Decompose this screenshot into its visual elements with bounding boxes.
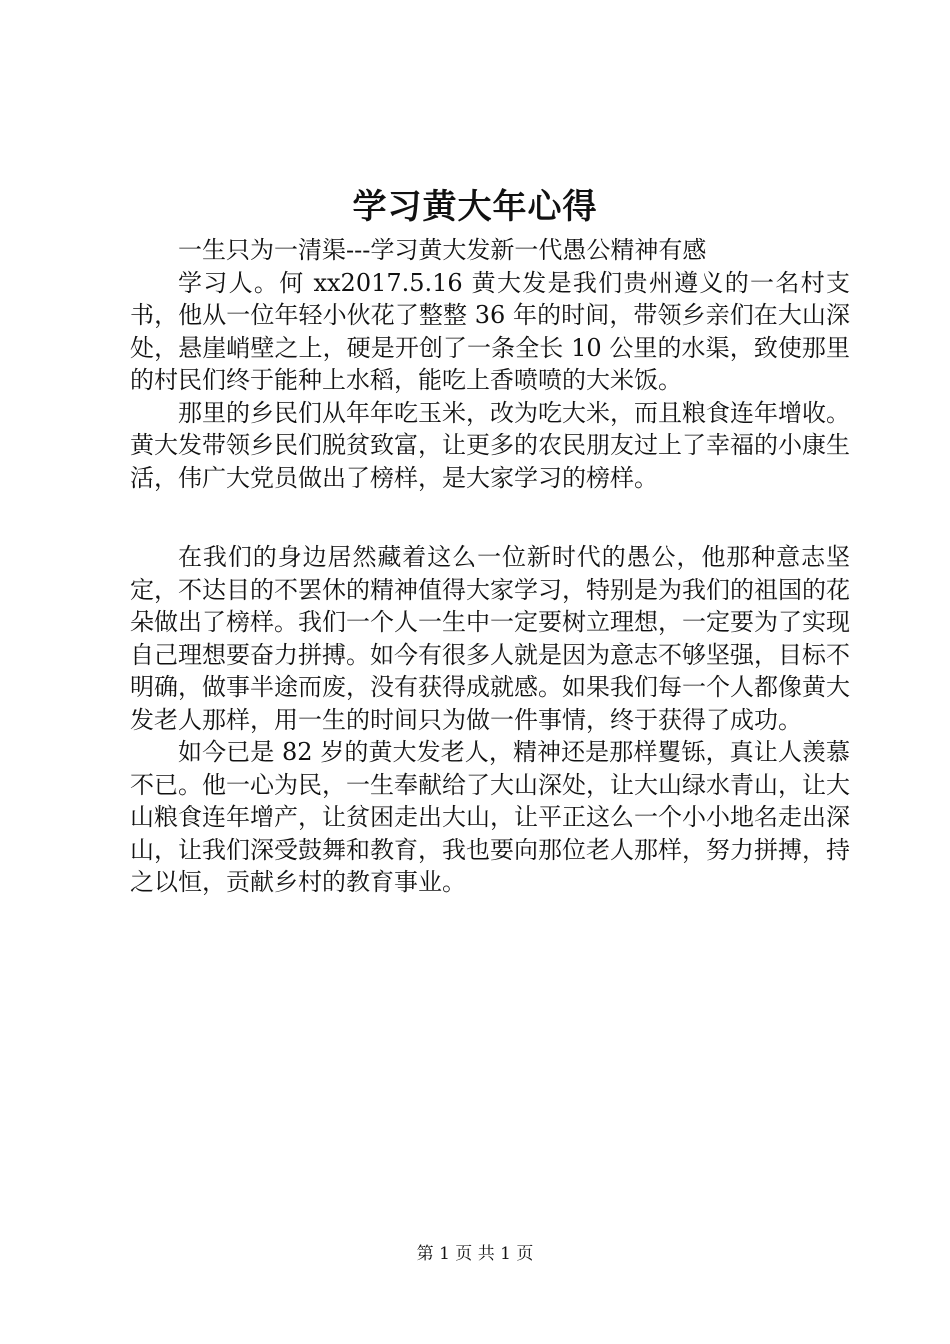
body-paragraph-3: 在我们的身边居然藏着这么一位新时代的愚公，他那种意志坚定，不达目的不罢休的精神值得大家学习，特别是为我们的祖国的花朵做出了榜样。我们一个人一生中一定要树立理想，一定要为了实现自己理想要奋力拼搏。如今有很多人就是因为意志不够坚强，目标不明确，做事半途而废，没有获得成就感。如果我们每一个人都像黄大发老人那样，用一生的时间只为做一件事情，终于获得了成功。 xyxy=(130,543,850,734)
body-paragraph-4: 如今已是 82 岁的黄大发老人，精神还是那样矍铄，真让人羡慕不已。他一心为民，一生奉献给了大山深处，让大山绿水青山，让大山粮食连年增产，让贫困走出大山，让平正这么一个小小地名走出深山，让我们深受鼓舞和教育，我也要向那位老人那样，努力拼搏，持之以恒，贡献乡村的教育事业。 xyxy=(130,738,850,896)
body-paragraph-2: 那里的乡民们从年年吃玉米，改为吃大米，而且粮食连年增收。黄大发带领乡民们脱贫致富，让更多的农民朋友过上了幸福的小康生活，伟广大党员做出了榜样，是大家学习的榜样。 xyxy=(130,398,850,492)
page-footer: 第 1 页 共 1 页 xyxy=(416,1244,534,1264)
paragraph-spacer xyxy=(130,494,850,541)
document-body xyxy=(130,234,850,899)
document-title: 学习黄大年心得 xyxy=(352,187,598,227)
body-paragraph-1: 学习人。何 xx2017.5.16 黄大发是我们贵州遵义的一名村支书，他从一位年轻小伙花了整整 36 年的时间，带领乡亲们在大山深处，悬崖峭壁之上，硬是开创了一条全长 10 公里的水渠，致使那里的村民们终于能种上水稻，能吃上香喷喷的大米饭。 xyxy=(130,268,850,394)
subtitle-paragraph: 一生只为一清渠---学习黄大发新一代愚公精神有感 xyxy=(178,236,707,264)
